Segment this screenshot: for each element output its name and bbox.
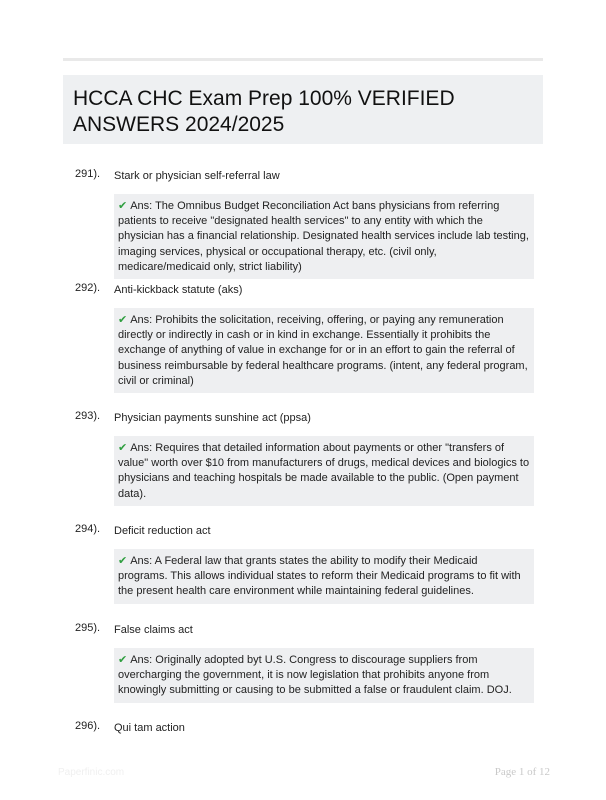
answer-box (114, 308, 534, 393)
checkmark-icon: ✔ (118, 653, 128, 666)
answer-box (114, 436, 534, 506)
top-divider (63, 58, 543, 61)
question-number: 294). (75, 523, 101, 535)
checkmark-icon: ✔ (118, 441, 128, 454)
question-text: Deficit reduction act (114, 525, 211, 537)
page-number: Page 1 of 12 (494, 766, 550, 778)
question-number: 293). (75, 410, 101, 422)
question-text: Stark or physician self-referral law (114, 170, 280, 182)
answer-text: Ans: Prohibits the solicitation, receiving, offering, or paying any remuneration directly or indirectly in cash or in kind in exchange. Essentially it prohibits the exchange of anything of value in exchange for or in an effort to gain the referral of business reimbursable by federal healthcare programs. (intent, any federal program, civil or criminal) (118, 314, 528, 387)
answer-text: Ans: The Omnibus Budget Reconciliation Act bans physicians from referring patients to receive "designated health services" to any entity with which the physician has a financial relationship. Designated health services include lab testing, imaging services, physical or occupational therapy, etc. (civil only, medicare/medicaid only, strict liability) (118, 200, 529, 273)
checkmark-icon: ✔ (118, 313, 128, 326)
answer-box (114, 194, 534, 279)
question-text: Qui tam action (114, 722, 185, 734)
answer-text: Ans: Originally adopted byt U.S. Congress to discourage suppliers from overcharging the government, it is now legislation that prohibits anyone from knowingly submitting or causing to be submitted a false or fraudulent claim. DOJ. (118, 654, 512, 697)
answer-text: Ans: A Federal law that grants states the ability to modify their Medicaid programs. This allows individual states to reform their Medicaid programs to fit with the present health care environment while maintaining federal guidelines. (118, 555, 521, 598)
question-number: 292). (75, 282, 101, 294)
answer-text: Ans: Requires that detailed information about payments or other "transfers of value" worth over $10 from manufacturers of drugs, medical devices and biologics to physicians and teaching hospitals be made available to the public. (Open payment data). (118, 442, 530, 500)
question-number: 291). (75, 168, 101, 180)
question-text: False claims act (114, 624, 193, 636)
page-title: HCCA CHC Exam Prep 100% VERIFIED ANSWERS 2024/2025 (73, 87, 455, 136)
checkmark-icon: ✔ (118, 199, 128, 212)
footer-watermark: Paperfinic.com (58, 767, 125, 778)
question-text: Physician payments sunshine act (ppsa) (114, 412, 311, 424)
checkmark-icon: ✔ (118, 554, 128, 567)
title-banner (63, 75, 543, 144)
question-number: 296). (75, 720, 101, 732)
answer-box (114, 549, 534, 604)
question-text: Anti-kickback statute (aks) (114, 284, 243, 296)
question-number: 295). (75, 622, 101, 634)
answer-box (114, 648, 534, 703)
